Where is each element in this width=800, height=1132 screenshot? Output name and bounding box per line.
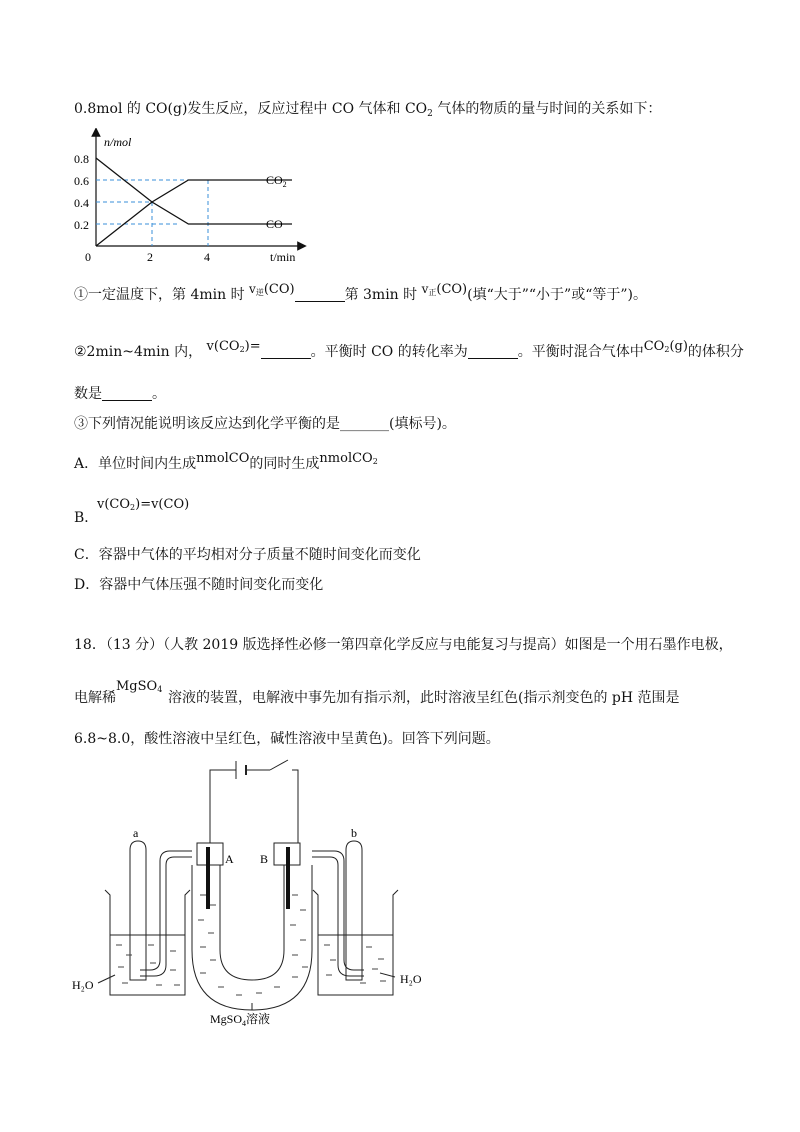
part2-text-d: 的体积分 <box>687 344 744 360</box>
label-a: a <box>133 826 139 840</box>
y-axis-label: n/mol <box>104 135 132 149</box>
v-co2-expr: v(CO2)= <box>206 339 261 354</box>
side-tube-right-inner <box>312 857 364 976</box>
electrode-a <box>206 847 210 909</box>
part1-text-c: (填“大于”“小于”或“等于”)。 <box>467 287 647 303</box>
part2-blank-1[interactable] <box>261 344 311 359</box>
q18-line3: 6.8~8.0，酸性溶液中呈红色，碱性溶液中呈黄色)。回答下列问题。 <box>74 731 500 747</box>
y-tick-0.4: 0.4 <box>74 196 89 210</box>
electrode-b <box>286 847 290 909</box>
dashed-guides <box>96 180 208 246</box>
test-tube-a <box>130 841 146 980</box>
beaker-left <box>105 890 190 995</box>
option-c: C．容器中气体的平均相对分子质量不随时间变化而变化 <box>74 547 421 563</box>
part2-text-f: 。 <box>152 386 166 402</box>
q18-line2-pre: 电解稀 <box>74 690 116 706</box>
q17-part1 <box>74 282 647 309</box>
x-axis-label: t/min <box>270 250 296 264</box>
hatch-u-right <box>290 895 308 967</box>
hatch-beaker-left <box>116 945 180 985</box>
y-tick-0.2: 0.2 <box>74 218 89 232</box>
x-tick-2: 2 <box>147 250 153 264</box>
series-co-line <box>96 158 292 224</box>
series-co2-label: $CO_2$ <box>266 173 287 189</box>
part2-blank-3[interactable] <box>102 386 152 401</box>
part2-text-b: 。平衡时 CO 的转化率为 <box>310 344 468 360</box>
series-co2-line <box>96 180 292 246</box>
option-a-mid: 的同时生成 <box>249 456 320 472</box>
label-mgso4-solution: MgSO$_4$溶液 <box>210 1012 271 1028</box>
v-back-expr: v逆(CO) <box>249 282 295 297</box>
q17-intro-text-a: 0.8mol 的 CO(g)发生反应，反应过程中 CO 气体和 CO <box>74 101 428 117</box>
part2-text-e: 数是 <box>74 386 102 402</box>
q17-part2-cont <box>74 384 166 404</box>
hatch-beaker-right <box>324 945 386 983</box>
electrolysis-apparatus <box>60 755 460 1030</box>
option-a-n2: nmolCO2 <box>319 451 378 466</box>
part1-text-a: ①一定温度下，第 4min 时 <box>74 287 245 303</box>
y-tick-0.8: 0.8 <box>74 152 89 166</box>
test-tube-b <box>346 841 362 980</box>
label-b: b <box>351 826 357 840</box>
q18-line2-post: 溶液的装置，电解液中事先加有指示剂，此时溶液呈红色(指示剂变色的 pH 范围是 <box>168 690 680 706</box>
option-a-n1: nmolCO <box>196 451 250 466</box>
q17-intro-text-c: 气体的物质的量与时间的关系如下： <box>432 101 662 117</box>
origin-label: 0 <box>85 250 91 264</box>
option-b-expr: v(CO2)=v(CO) <box>97 497 190 512</box>
label-electrode-b: B <box>260 852 269 866</box>
leader-h2o-left <box>98 975 115 983</box>
part2-text-c: 。平衡时混合气体中 <box>517 344 644 360</box>
side-tube-left-inner <box>140 857 192 976</box>
n-t-graph <box>70 128 310 268</box>
co2g-expr: CO2(g) <box>643 339 688 354</box>
q18-line1: 18．（13 分）（人教 2019 版选择性必修一第四章化学反应与电能复习与提高）如图是一个用石墨作电极， <box>74 637 733 653</box>
q18-line2 <box>74 688 680 708</box>
circuit-wire <box>210 760 298 843</box>
y-tick-0.6: 0.6 <box>74 174 89 188</box>
q18-mgso4: MgSO4 <box>116 679 163 694</box>
v-fwd-expr: v正(CO) <box>421 282 468 297</box>
part1-text-b: 第 3min 时 <box>344 287 418 303</box>
option-a-text: A．单位时间内生成 <box>74 456 197 472</box>
u-tube-inner <box>220 865 284 980</box>
part1-blank-1[interactable] <box>295 287 345 302</box>
label-h2o-right: H₂O <box>400 972 422 986</box>
q17-part2 <box>74 339 744 366</box>
option-a <box>74 451 378 478</box>
x-tick-4: 4 <box>204 250 210 264</box>
beaker-right <box>313 890 398 995</box>
q17-part3: ③下列情况能说明该反应达到化学平衡的是_______(填标号)。 <box>74 416 456 432</box>
series-co-label: CO <box>266 217 283 231</box>
part2-text-a: ②2min~4min 内， <box>74 344 203 360</box>
option-d: D．容器中气体压强不随时间变化而变化 <box>74 577 324 593</box>
label-h2o-left: H₂O <box>72 978 94 992</box>
label-electrode-a: A <box>225 852 234 866</box>
part2-blank-2[interactable] <box>468 344 518 359</box>
option-b-label: B． <box>74 510 99 526</box>
y-tick-labels <box>74 152 89 232</box>
q17-intro <box>74 99 661 124</box>
q17-intro-sub: 2 <box>427 109 433 119</box>
